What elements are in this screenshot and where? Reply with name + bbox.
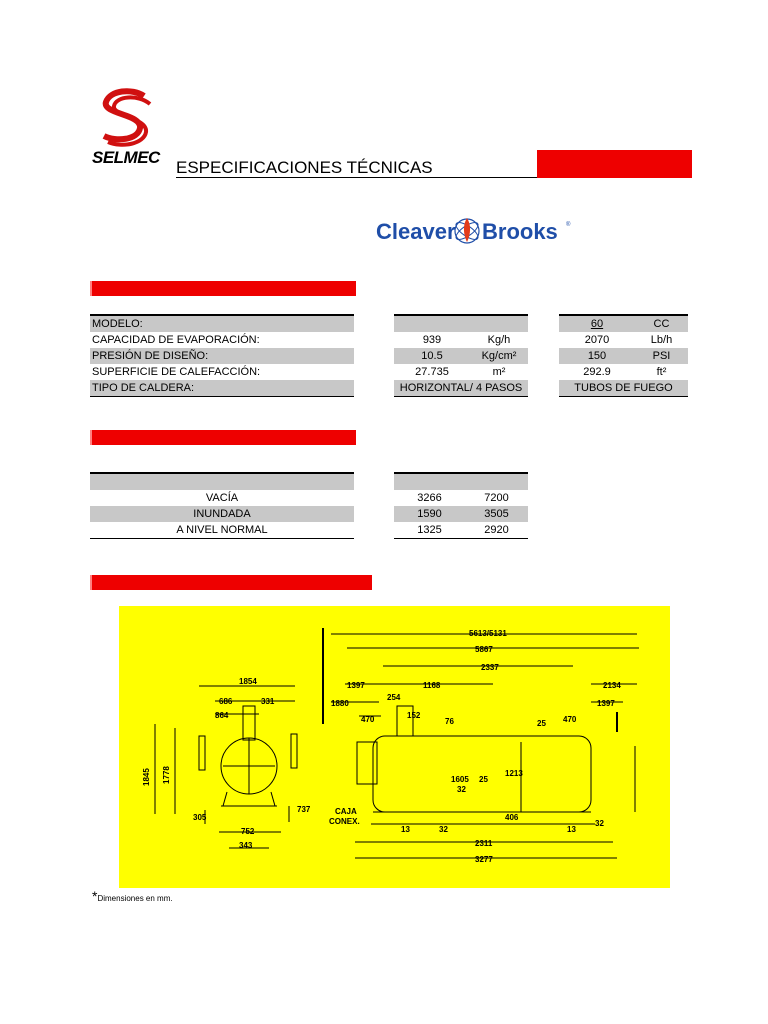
svg-text:Cleaver: Cleaver bbox=[376, 219, 456, 244]
dim-label: 752 bbox=[241, 827, 255, 836]
weights-values-table bbox=[394, 472, 528, 539]
dim-label: 1213 bbox=[505, 769, 523, 778]
dim-label: 686 bbox=[219, 697, 233, 706]
dim-label: 5867 bbox=[475, 645, 493, 654]
weight-lb: 7200 bbox=[484, 492, 509, 504]
spec-metric-unit bbox=[470, 315, 528, 332]
spec-metric-value: 27.735 bbox=[415, 366, 449, 378]
spec-label: SUPERFICIE DE CALEFACCIÓN: bbox=[92, 366, 261, 378]
dim-label: 2311 bbox=[475, 839, 493, 848]
table-row bbox=[90, 490, 354, 506]
dim-label: 470 bbox=[361, 715, 375, 724]
selmec-logo-text: SELMEC bbox=[92, 148, 160, 167]
spec-imperial-value: 292.9 bbox=[583, 366, 611, 378]
spec-metric-unit: Kg/cm² bbox=[470, 348, 528, 364]
table-row bbox=[394, 315, 528, 332]
dim-label: 331 bbox=[261, 697, 275, 706]
dim-label: 1168 bbox=[423, 681, 441, 690]
weight-kg: 1590 bbox=[394, 506, 465, 522]
spec-imperial-value: TUBOS DE FUEGO bbox=[559, 380, 688, 397]
table-row bbox=[394, 332, 528, 348]
weight-label: INUNDADA bbox=[90, 506, 354, 522]
weight-label: A NIVEL NORMAL bbox=[90, 522, 354, 539]
dim-label: 32 bbox=[457, 785, 466, 794]
dim-label: 1605 bbox=[451, 775, 469, 784]
dim-label: 152 bbox=[407, 711, 421, 720]
table-row bbox=[394, 380, 528, 397]
cleaver-brooks-logo bbox=[376, 206, 576, 252]
dim-label: 470 bbox=[563, 715, 577, 724]
spec-label: PRESIÓN DE DISEÑO: bbox=[90, 348, 354, 364]
weights-labels-table bbox=[90, 472, 354, 539]
svg-text:®: ® bbox=[566, 222, 571, 228]
dim-label: 864 bbox=[215, 711, 229, 720]
dim-label: 406 bbox=[505, 813, 519, 822]
page-title: ESPECIFICACIONES TÉCNICAS bbox=[176, 158, 433, 177]
spec-imperial-unit: CC bbox=[635, 315, 688, 332]
table-row bbox=[90, 348, 354, 364]
dim-label: 1854 bbox=[239, 677, 257, 686]
weight-lb: 2920 bbox=[465, 522, 528, 539]
table-row bbox=[394, 522, 528, 539]
table-row bbox=[90, 506, 354, 522]
dim-label: 1397 bbox=[597, 699, 615, 708]
table-row bbox=[559, 380, 688, 397]
specs-metric-table bbox=[394, 314, 528, 397]
spec-imperial-unit: PSI bbox=[635, 348, 688, 364]
table-row bbox=[90, 473, 354, 490]
dim-label: 32 bbox=[439, 825, 448, 834]
dim-label: 76 bbox=[445, 717, 454, 726]
specs-imperial-table bbox=[559, 314, 688, 397]
dim-label: 25 bbox=[479, 775, 488, 784]
table-row bbox=[394, 506, 528, 522]
dim-label: 2337 bbox=[481, 663, 499, 672]
spec-metric-unit: Kg/h bbox=[487, 334, 511, 346]
spec-label: CAPACIDAD DE EVAPORACIÓN: bbox=[92, 334, 260, 346]
table-row bbox=[90, 364, 354, 380]
svg-text:Brooks: Brooks bbox=[482, 219, 558, 244]
caja-label: CAJA bbox=[335, 807, 357, 816]
dim-label: 2134 bbox=[603, 681, 621, 690]
dim-label: 1778 bbox=[162, 766, 171, 784]
dim-label: 1845 bbox=[142, 768, 151, 786]
dim-label: 1397 bbox=[347, 681, 365, 690]
boiler-dimension-drawing bbox=[119, 606, 670, 888]
table-row bbox=[559, 315, 688, 332]
dim-label: 25 bbox=[537, 719, 546, 728]
specs-labels-table bbox=[90, 314, 354, 397]
dim-label: 737 bbox=[297, 805, 311, 814]
table-row bbox=[559, 332, 688, 348]
table-row bbox=[394, 473, 528, 490]
selmec-logo-icon bbox=[92, 86, 158, 152]
table-row bbox=[559, 348, 688, 364]
footnote-star: * bbox=[92, 888, 98, 904]
section-bar-dimensions bbox=[90, 575, 372, 590]
dim-label: 343 bbox=[239, 841, 253, 850]
table-row bbox=[90, 332, 354, 348]
table-row bbox=[394, 348, 528, 364]
conex-label: CONEX. bbox=[329, 817, 360, 826]
weight-kg: 3266 bbox=[417, 492, 442, 504]
section-bar-specs bbox=[90, 281, 356, 296]
table-row bbox=[394, 364, 528, 380]
dim-label: 305 bbox=[193, 813, 207, 822]
footnote bbox=[92, 888, 173, 904]
spec-label: TIPO DE CALDERA: bbox=[90, 380, 354, 397]
spec-imperial-value: 150 bbox=[559, 348, 635, 364]
spec-metric-value: 939 bbox=[422, 334, 442, 346]
weight-lb: 3505 bbox=[465, 506, 528, 522]
table-row bbox=[90, 315, 354, 332]
header-red-tab bbox=[537, 150, 692, 178]
weight-kg: 1325 bbox=[394, 522, 465, 539]
spec-imperial-value: 60 bbox=[559, 315, 635, 332]
spec-metric-value bbox=[394, 315, 470, 332]
table-row bbox=[394, 490, 528, 506]
weight-label: VACÍA bbox=[205, 492, 239, 504]
table-row bbox=[90, 380, 354, 397]
dim-label: 254 bbox=[387, 693, 401, 702]
table-row bbox=[559, 364, 688, 380]
spec-metric-value: 10.5 bbox=[394, 348, 470, 364]
dim-label: 13 bbox=[567, 825, 576, 834]
dim-label: 32 bbox=[595, 819, 604, 828]
dim-label: 1880 bbox=[331, 699, 349, 708]
spec-metric-unit: m² bbox=[492, 366, 506, 378]
spec-metric-value: HORIZONTAL/ 4 PASOS bbox=[394, 380, 528, 397]
dim-label: 13 bbox=[401, 825, 410, 834]
spec-label: MODELO: bbox=[90, 315, 354, 332]
spec-imperial-value: 2070 bbox=[584, 334, 610, 346]
dim-label: 5613/5131 bbox=[469, 629, 507, 638]
footnote-text: Dimensiones en mm. bbox=[97, 894, 173, 903]
section-bar-weights bbox=[90, 430, 356, 445]
spec-imperial-unit: Lb/h bbox=[650, 334, 673, 346]
spec-imperial-unit: ft² bbox=[656, 366, 667, 378]
table-row bbox=[90, 522, 354, 539]
dim-label: 3277 bbox=[475, 855, 493, 864]
